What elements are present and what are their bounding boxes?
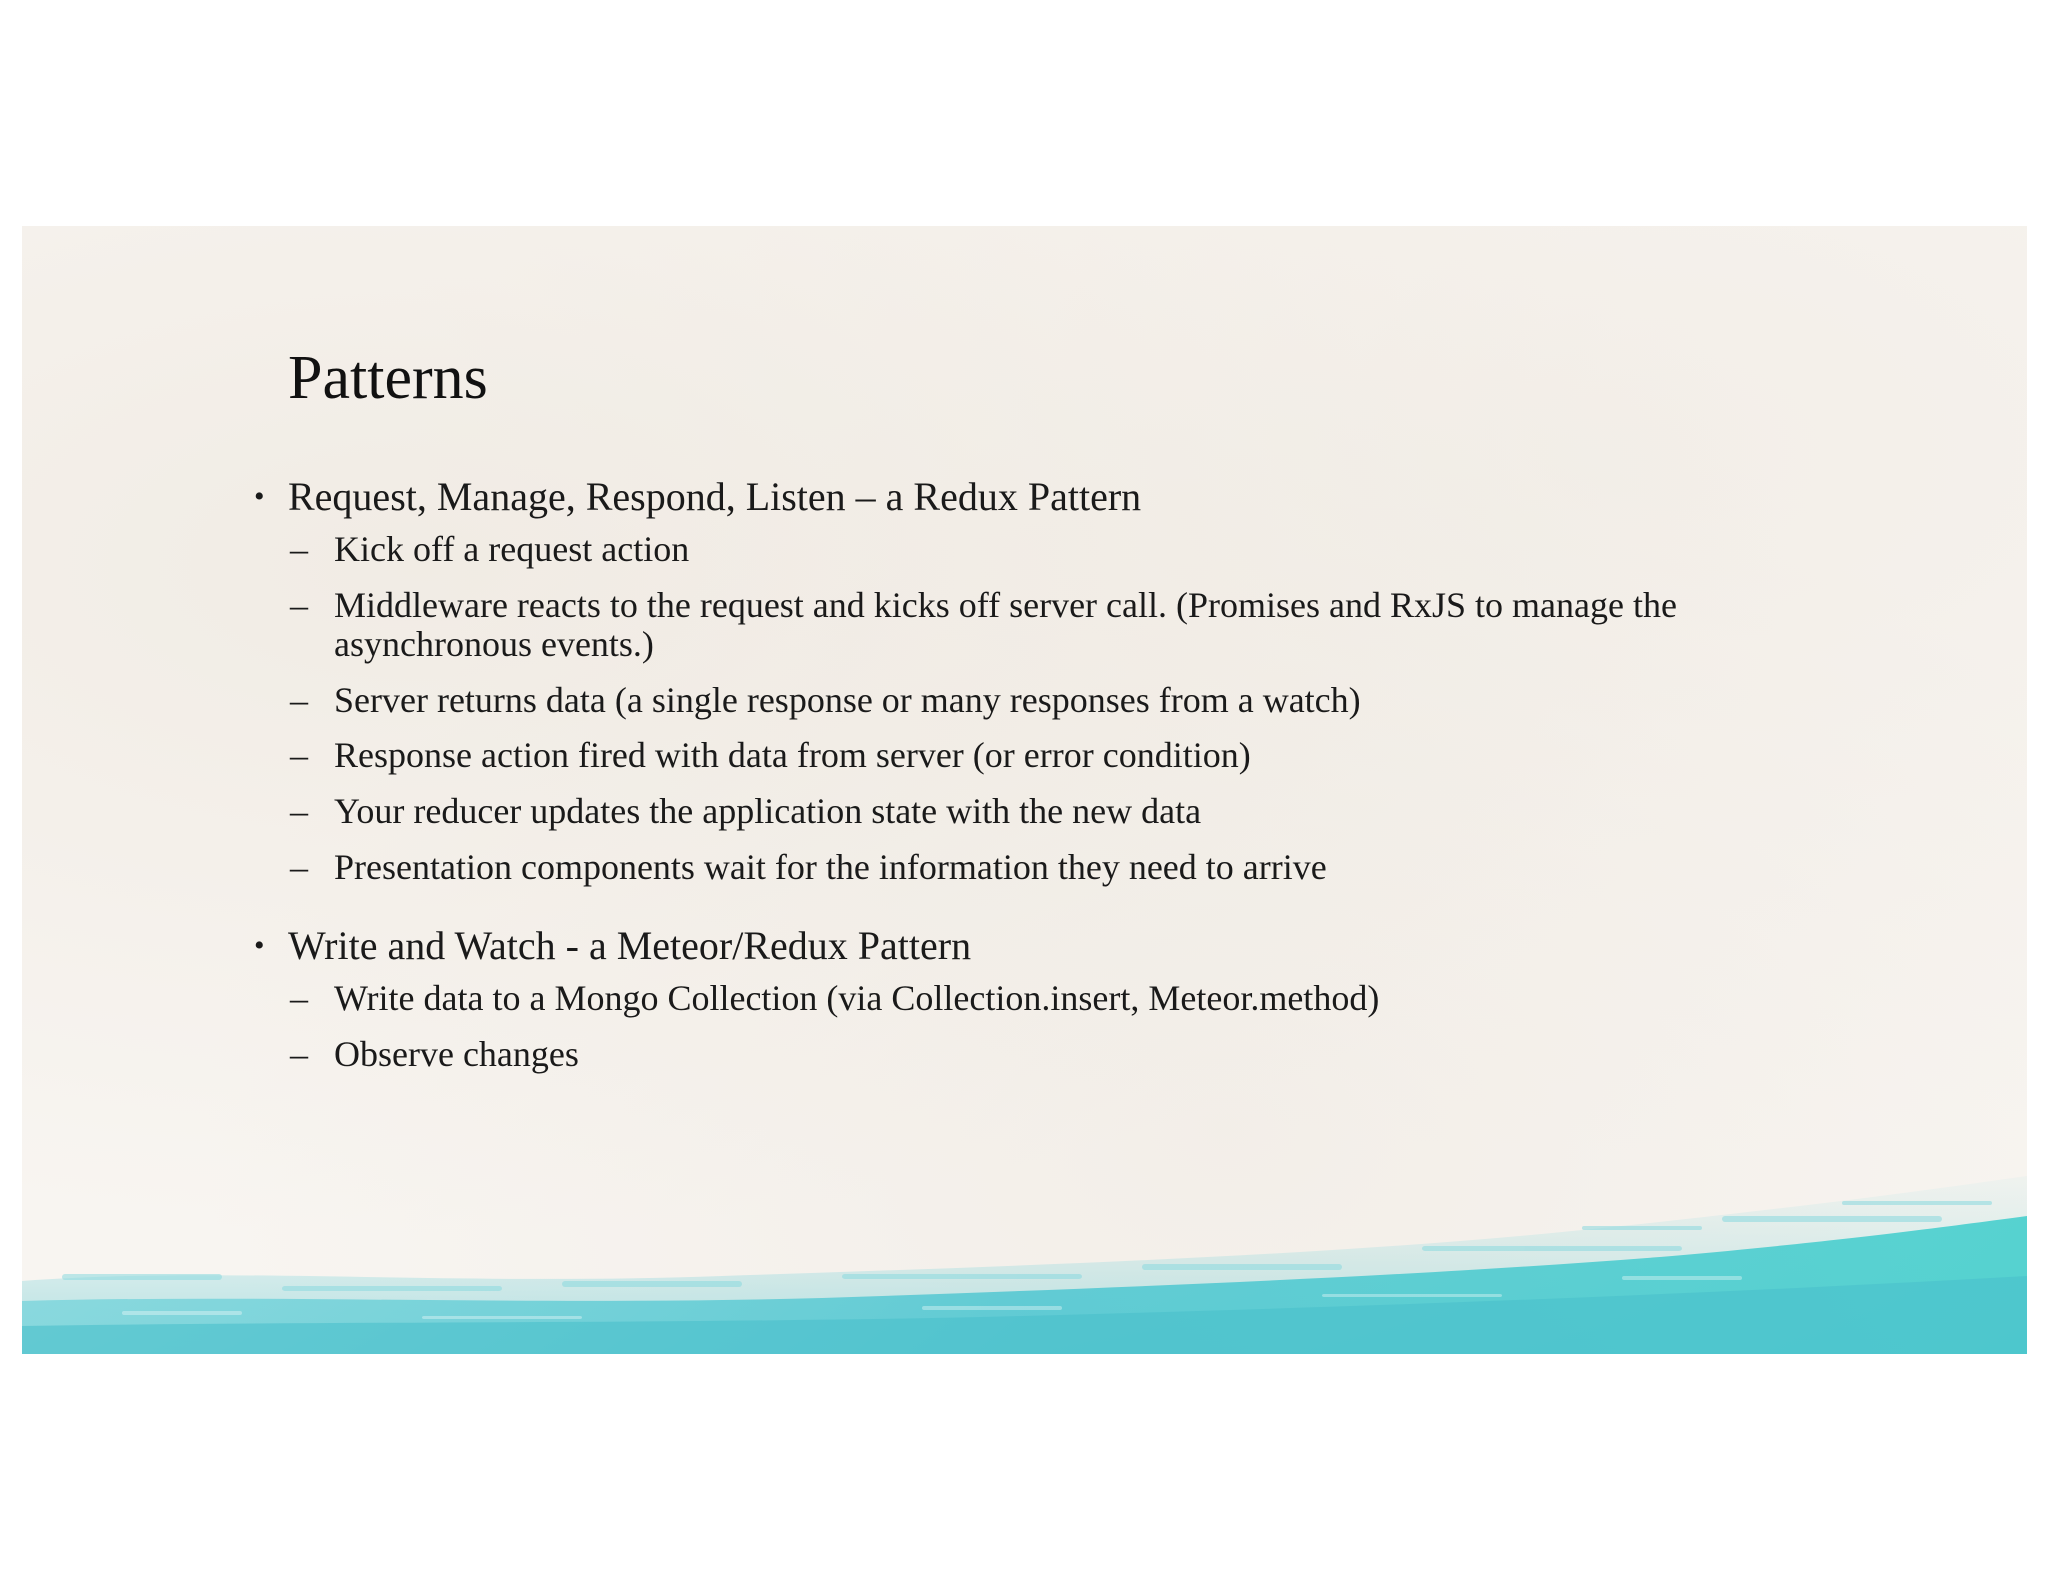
dash-marker: – <box>290 1033 308 1074</box>
sub-item <box>250 979 1730 1019</box>
dash-marker: – <box>290 790 308 831</box>
sub-item <box>250 530 1730 570</box>
dash-marker: – <box>290 978 308 1019</box>
sub-item-text: Middleware reacts to the request and kicks off server call. (Promises and RxJS to manage the asynchronous events.) <box>334 584 1677 665</box>
bullet-item-redux-pattern <box>250 474 1730 520</box>
sub-item-text: Write data to a Mongo Collection (via Collection.insert, Meteor.method) <box>334 978 1380 1019</box>
section-gap <box>250 903 1730 923</box>
slide <box>22 226 2027 1354</box>
slide-title: Patterns <box>288 344 488 412</box>
slide-content <box>250 474 1730 1090</box>
sub-item-text: Kick off a request action <box>334 529 690 569</box>
dash-marker: – <box>290 735 308 776</box>
sub-item-text: Presentation components wait for the information they need to arrive <box>334 846 1327 887</box>
sub-item-text: Server returns data (a single response or many responses from a watch) <box>334 679 1361 720</box>
dash-marker: – <box>290 679 308 720</box>
sub-item <box>250 681 1730 721</box>
sub-item-text: Observe changes <box>334 1033 579 1074</box>
sub-item <box>250 848 1730 888</box>
bullet-text: Request, Manage, Respond, Listen – a Redux Pattern <box>288 474 1142 519</box>
sub-item <box>250 586 1730 665</box>
sub-item-text: Response action fired with data from server (or error condition) <box>334 735 1251 776</box>
sub-item <box>250 736 1730 776</box>
sub-item-text: Your reducer updates the application state with the new data <box>334 790 1202 831</box>
dash-marker: – <box>290 846 308 887</box>
bullet-marker: • <box>254 480 265 513</box>
bullet-marker: • <box>254 929 265 963</box>
bullet-text: Write and Watch - a Meteor/Redux Pattern <box>288 923 972 969</box>
bullet-item-meteor-pattern <box>250 923 1730 969</box>
dash-marker: – <box>290 529 308 569</box>
dash-marker: – <box>290 584 308 625</box>
sub-item <box>250 792 1730 832</box>
sub-item <box>250 1035 1730 1075</box>
